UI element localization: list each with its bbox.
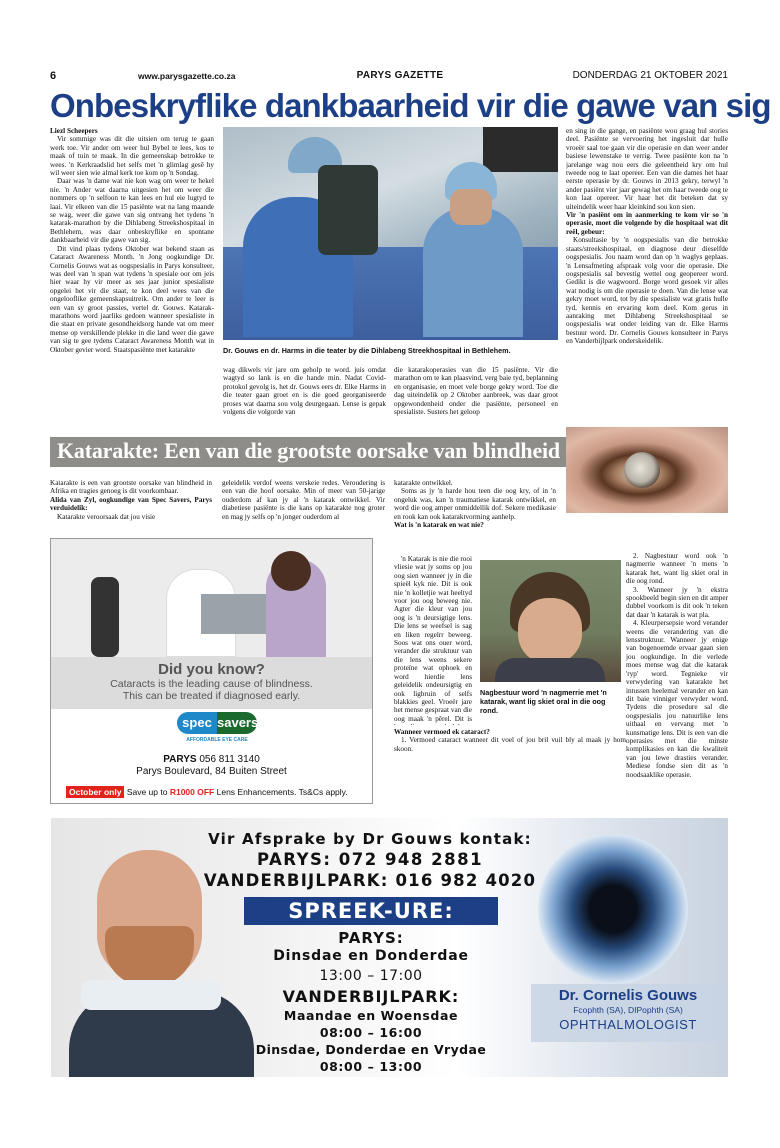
article-subheading: Vir 'n pasiënt om in aanmerking te kom vir so 'n operasie, moet die volgende by die hospitaal wat dit reël, gebeur: (566, 211, 728, 236)
ad-vdbp-days-2: Dinsdae, Donderdae en Vrydae (255, 1042, 487, 1057)
portrait-mask (81, 980, 221, 1010)
did-you-know-panel (51, 657, 372, 709)
article-paragraph: Dit vind plaas tydens Oktober wat bekend staan as Cataract Awareness Month. 'n Jong oogkundige Dr. Cornelis Gouws wat as oogspesialis in Parys konsulteer, was deel van 'n span wat tydens 'n spesiale oor om jeis hier waar hy vir meer as ses jaar junior spesialiste opgelei het vir die staat, te kon deel wees van die ongelooflike gemeenskapsuitreik. Om ander te leer is een van sy groot passies, vertel dr. Gouws. Katarak-marathons word jaarliks gedoen wanneer spesialiste in die staat en private gesondheidsorg hande vat om meer mense op verskillende plekke in die land weer die gawe van sig te gee tydens Cataract Awareness Month wat in Oktober gevier word. Staatspasiënte met katarakte (50, 244, 214, 354)
ad-vdbp-label: VANDERBIJLPARK: (282, 987, 460, 1006)
feature-paragraph: 1. Vermoed cataract wanneer dit voel of jou bril vuil bly al maak jy hom skoon. (394, 736, 626, 753)
ad-parys-phone[interactable]: PARYS: 072 948 2881 (256, 850, 484, 869)
article-paragraph: wag dikwels vir jare om geholp te word. juis omdat wagtyd so lank is en die hande min. Nadat Covid-protokol gevolg is, het dr. Gouws eers dr. Elke Harms in die teater gaan groet en is die goed georganiseerde proses wat daarna sou volg deurgegaan. Lense is gepak volgens die volgorde van (223, 366, 386, 417)
article-column-3 (394, 366, 558, 430)
article-column-2 (223, 366, 386, 430)
article-paragraph: die katarakoperasies van die 15 pasiënte. Vir die marathon om te kan plaasvind, verg baie tyd, beplanning en organisasie, en moet vele borge gekry word. Toe die dag uiteindelik op 2 Oktober aanbreek, was daar groot opgewondenheid onder die pasiënte, personeel en spesialiste. Susters het geloop (394, 366, 558, 417)
feature-subheading: Wanneer vermoed ek cataract? (394, 728, 490, 736)
article-paragraph: Konsultasie by 'n oogspesialis van die betrokke staats/streekshospitaal, en diagnose deur dieselfde oogspesialis. Jou naam word dan op 'n waglys geplaas. 'n Lensafmeting afspraak volg voor die operasie. Die oogspesialis sal bevestig wettel oog geopereer word. Gedikt is die wagwoord. Borge word gesoek vir alles wat nodig is om die operasie te doen. Van die lense wat gekry moet word, tot by die spesialiste wat gratis hulle tyd, kennis en ervaring kom deel. Kom gerus in aanraking met Dihlabeng Streekshospitaal se oogspesialis wat onder leiding van dr. Elke Harms bestuur word. Dr. Cornelis Gouws konsulteer in Parys en Vanderbijlpark onderskeidelik. (566, 236, 728, 346)
feature-paragraph: Katarakte is een van grootste oorsake van blindheid in Afrika en tragies genoeg is dit voorkombaar. (50, 479, 212, 496)
issue-date: DONDERDAG 21 OKTOBER 2021 (572, 70, 728, 81)
ad-parys-label: PARYS: (338, 929, 404, 947)
eye-lens-graphic (538, 834, 688, 984)
article-byline: Liezl Scheepers (50, 127, 98, 135)
offer-pre: Save up to (126, 787, 168, 797)
article-paragraph: Daar was 'n dame wat nie kon wag om weer te hekel nie. 'n Ander wat daarna uitgesien het om weer die nommers op 'n selfoon te kan lees en hul eie lugtyd te laai. Vir elkeen van die 15 pasiënte wat na lang maande se wag, weer die gawe van sig ontvang het tydens 'n katarak-marathon by die Dihlabeng Streekshospitaal in Bethlehem, was daar onbeskryflike en spontane dankbaarheid vir die gawe van sig. (50, 177, 214, 245)
eye-test-machine (201, 594, 271, 634)
assistant-face (450, 189, 492, 225)
ad-parys-time: 13:00 – 17:00 (319, 968, 423, 984)
feature-paragraph: 2. Nagbestuur word ook 'n nagmerrie wanneer 'n mens 'n katarak het, want lig skiet oral in die oog rond. (626, 552, 728, 586)
ad-contact-heading: Vir Afsprake by Dr Gouws kontak: (208, 830, 532, 848)
branch-details (51, 754, 372, 778)
branch-phone[interactable]: 056 811 3140 (199, 754, 260, 765)
microscope-shape (318, 165, 378, 255)
branch-name: PARYS (163, 754, 197, 765)
child-face (518, 598, 582, 664)
doctor-name-card (531, 984, 725, 1042)
ad-vdbp-phone[interactable]: VANDERBIJLPARK: 016 982 4020 (203, 871, 537, 890)
ad-vdbp-time-1: 08:00 – 16:00 (319, 1025, 423, 1040)
doctor-qualifications: Fcophth (SA), DIPophth (SA) (573, 1005, 683, 1015)
feature-column-3 (394, 479, 556, 555)
doctor-name: Dr. Cornelis Gouws (558, 987, 698, 1004)
did-you-know-line-1: Cataracts is the leading cause of blindness. (110, 678, 313, 690)
article-paragraph: en sing in die gange, en pasiënte wou graag hul stories deel. Pasiënte se vervoering het ingesluit dat hulle vroeër saal toe gaan vir die operasie en dan weer ander basiese lewenstake te verrig. Twee pasiënte kon na 'n jarelange wag nou eers die geleentheid kry om hul tweede oog te laat opereer. Een van die dames het haar eerste operasie by dr. Gouws in 2013 gekry, terwyl 'n ander pasiënt vier jaar gewag het om haar tweede oog te kon laat opereer. Vir haar het dit beteken dat sy uiteindelik weer haar kleinkind sou kon sien. (566, 127, 728, 211)
ad-parys-days: Dinsdae en Donderdae (273, 948, 469, 964)
feature-column-4 (626, 552, 728, 810)
page-header (50, 70, 728, 84)
feature-subheading: Alida van Zyl, oogkundige van Spec Savers, Parys verduidelik: (50, 495, 212, 513)
specsavers-logo (177, 712, 257, 734)
did-you-know-line-2: This can be treated if diagnosed early. (122, 690, 301, 702)
photo-caption: Dr. Gouws en dr. Harms in die teater by die Dihlabeng Streekhospitaal in Bethlehem. (223, 346, 511, 355)
page-headline: Onbeskryflike dankbaarheid vir die gawe van sig (50, 87, 771, 124)
article-column-1 (50, 127, 214, 427)
feature-headline: Katarakte: Een van die grootste oorsake van blindheid (57, 438, 560, 463)
did-you-know-heading: Did you know? (158, 661, 265, 678)
cloudy-lens (624, 452, 660, 488)
offer-badge: October only (66, 786, 124, 798)
portrait-beard (105, 926, 194, 986)
monitor-shape (483, 127, 558, 172)
chair-shape (91, 577, 119, 657)
child-photo-caption: Nagbestuur word 'n nagmerrie met 'n katarak, want lig skiet oral in die oog rond. (480, 688, 607, 715)
branch-address: Parys Boulevard, 84 Buiten Street (136, 766, 287, 777)
consulting-hours-ribbon: SPREEK-URE: (244, 897, 498, 925)
feature-column-1 (50, 479, 212, 535)
feature-paragraph: 3. Wanneer jy 'n ekstra spookbeeld begin sien en dit amper dubbel voorkom is dit ook 'n teken dat daar 'n katarak is wat pla. (626, 585, 728, 619)
newspaper-name: PARYS GAZETTE (356, 70, 444, 81)
offer-amount: R1000 OFF (169, 787, 215, 797)
feature-paragraph: Soms as jy 'n harde hou teen die oog kry, of in 'n ongeluk was, kan 'n traumatiese katarak ontwikkel, en word die oog amper onmiddellik dof. Sekere medikasie en rook kan ook kataraktvorming aanhelp. (394, 487, 556, 521)
article-column-4 (566, 127, 728, 427)
feature-paragraph: 'n Katarak is nie die rooi vliesie wat jy soms op jou oog sien wanneer jy in die spieël kyk nie. Dit is ook nie 'n kolletjie wat heeltyd voor jou oog beweeg nie. Agter die kleur van jou oog is 'n deursigtige lens. Die lens se weefsel is sag en liken regelrr beweeg. Soos wat ons ouer word, verander die struktuur van die lens weens sekere proteïne wat ophoek en word hierdie lens geleidelik ondeursigtig en ook ligbruin of selfs blakkies geel. Vroeër jare het mense gespraat van die oog maak 'n pêrel. Dit is (394, 555, 472, 723)
page-number: 6 (50, 70, 57, 82)
patient-hair (271, 551, 311, 591)
article-paragraph: Vir sommige was dit die uitsien om terug te gaan werk toe. Vir ander om weer hul Bybel te lees, kos te maak of tuin te maak. In die gemeenskap betrokke te wees. 'n Kerkraadslid het selfs met 'n glimlag gesê hy wil weer sien wie almal kerk toe kom op 'n Sondag. (50, 135, 214, 178)
feature-subheading: Wat is 'n katarak en wat nie? (394, 521, 484, 530)
logo-savers: savers (217, 712, 257, 734)
assistant-figure (423, 207, 523, 337)
eye-test-photo (51, 539, 372, 657)
feature-column-2 (222, 479, 385, 535)
cataract-eye-photo (566, 427, 728, 513)
offer-post: Lens Enhancements. Ts&Cs apply. (216, 787, 348, 797)
doctor-role: OPHTHALMOLOGIST (559, 1017, 697, 1032)
feature-paragraph: katarakte ontwikkel. (394, 479, 453, 487)
feature-column-3-continued (394, 555, 472, 725)
child-shirt (495, 658, 605, 682)
website-url[interactable]: www.parysgazette.co.za (138, 71, 236, 81)
feature-paragraph: 4. Kleurpersepsie word verander weens die verandering van die lensstruktuur. Wanneer jy enige van bogenoemde ervaar gaan sien jou oogkundige. In die verlede moes mense wag dat die katarak 'ryp' word. Tegnieke vir verwydering van katarakte het intussen heelemal verander en kan dit baie vinniger verwyder word. Tydens die prosedure sal die oogspesialis jou natuurlike lens uithaal en vervang met 'n kunsmatige lens. Dit is een van die operasies met die minste komplikasies en kan die kwaliteit van jou lewe drasties verander. Mediese fondse sien dit as 'n noodsaaklike operasie. (626, 619, 728, 779)
feature-column-3-bottom (394, 728, 626, 808)
specsavers-tagline: AFFORDABLE EYE CARE (186, 737, 248, 743)
feature-paragraph: geleidelik verdof weens verskeie redes. Veroudering is een van die hoof oorsake. Min of meer van 50-jarige ouderdom af kan jy al 'n katarak ontwikkel. Vir diabetiese pasiënte is die kans op katarakte nog groter en mag jy selfs op 'n jonger ouderdom al (222, 479, 385, 521)
theatre-photo (223, 127, 558, 340)
logo-spec: spec (177, 712, 217, 734)
child-photo (480, 560, 621, 682)
ad-vdbp-time-2: 08:00 – 13:00 (319, 1059, 423, 1074)
feature-paragraph: Katarakte veroorsaak dat jou visie (57, 512, 156, 521)
ad-vdbp-days-1: Maandae en Woensdae (283, 1008, 459, 1023)
offer-line (66, 787, 366, 797)
